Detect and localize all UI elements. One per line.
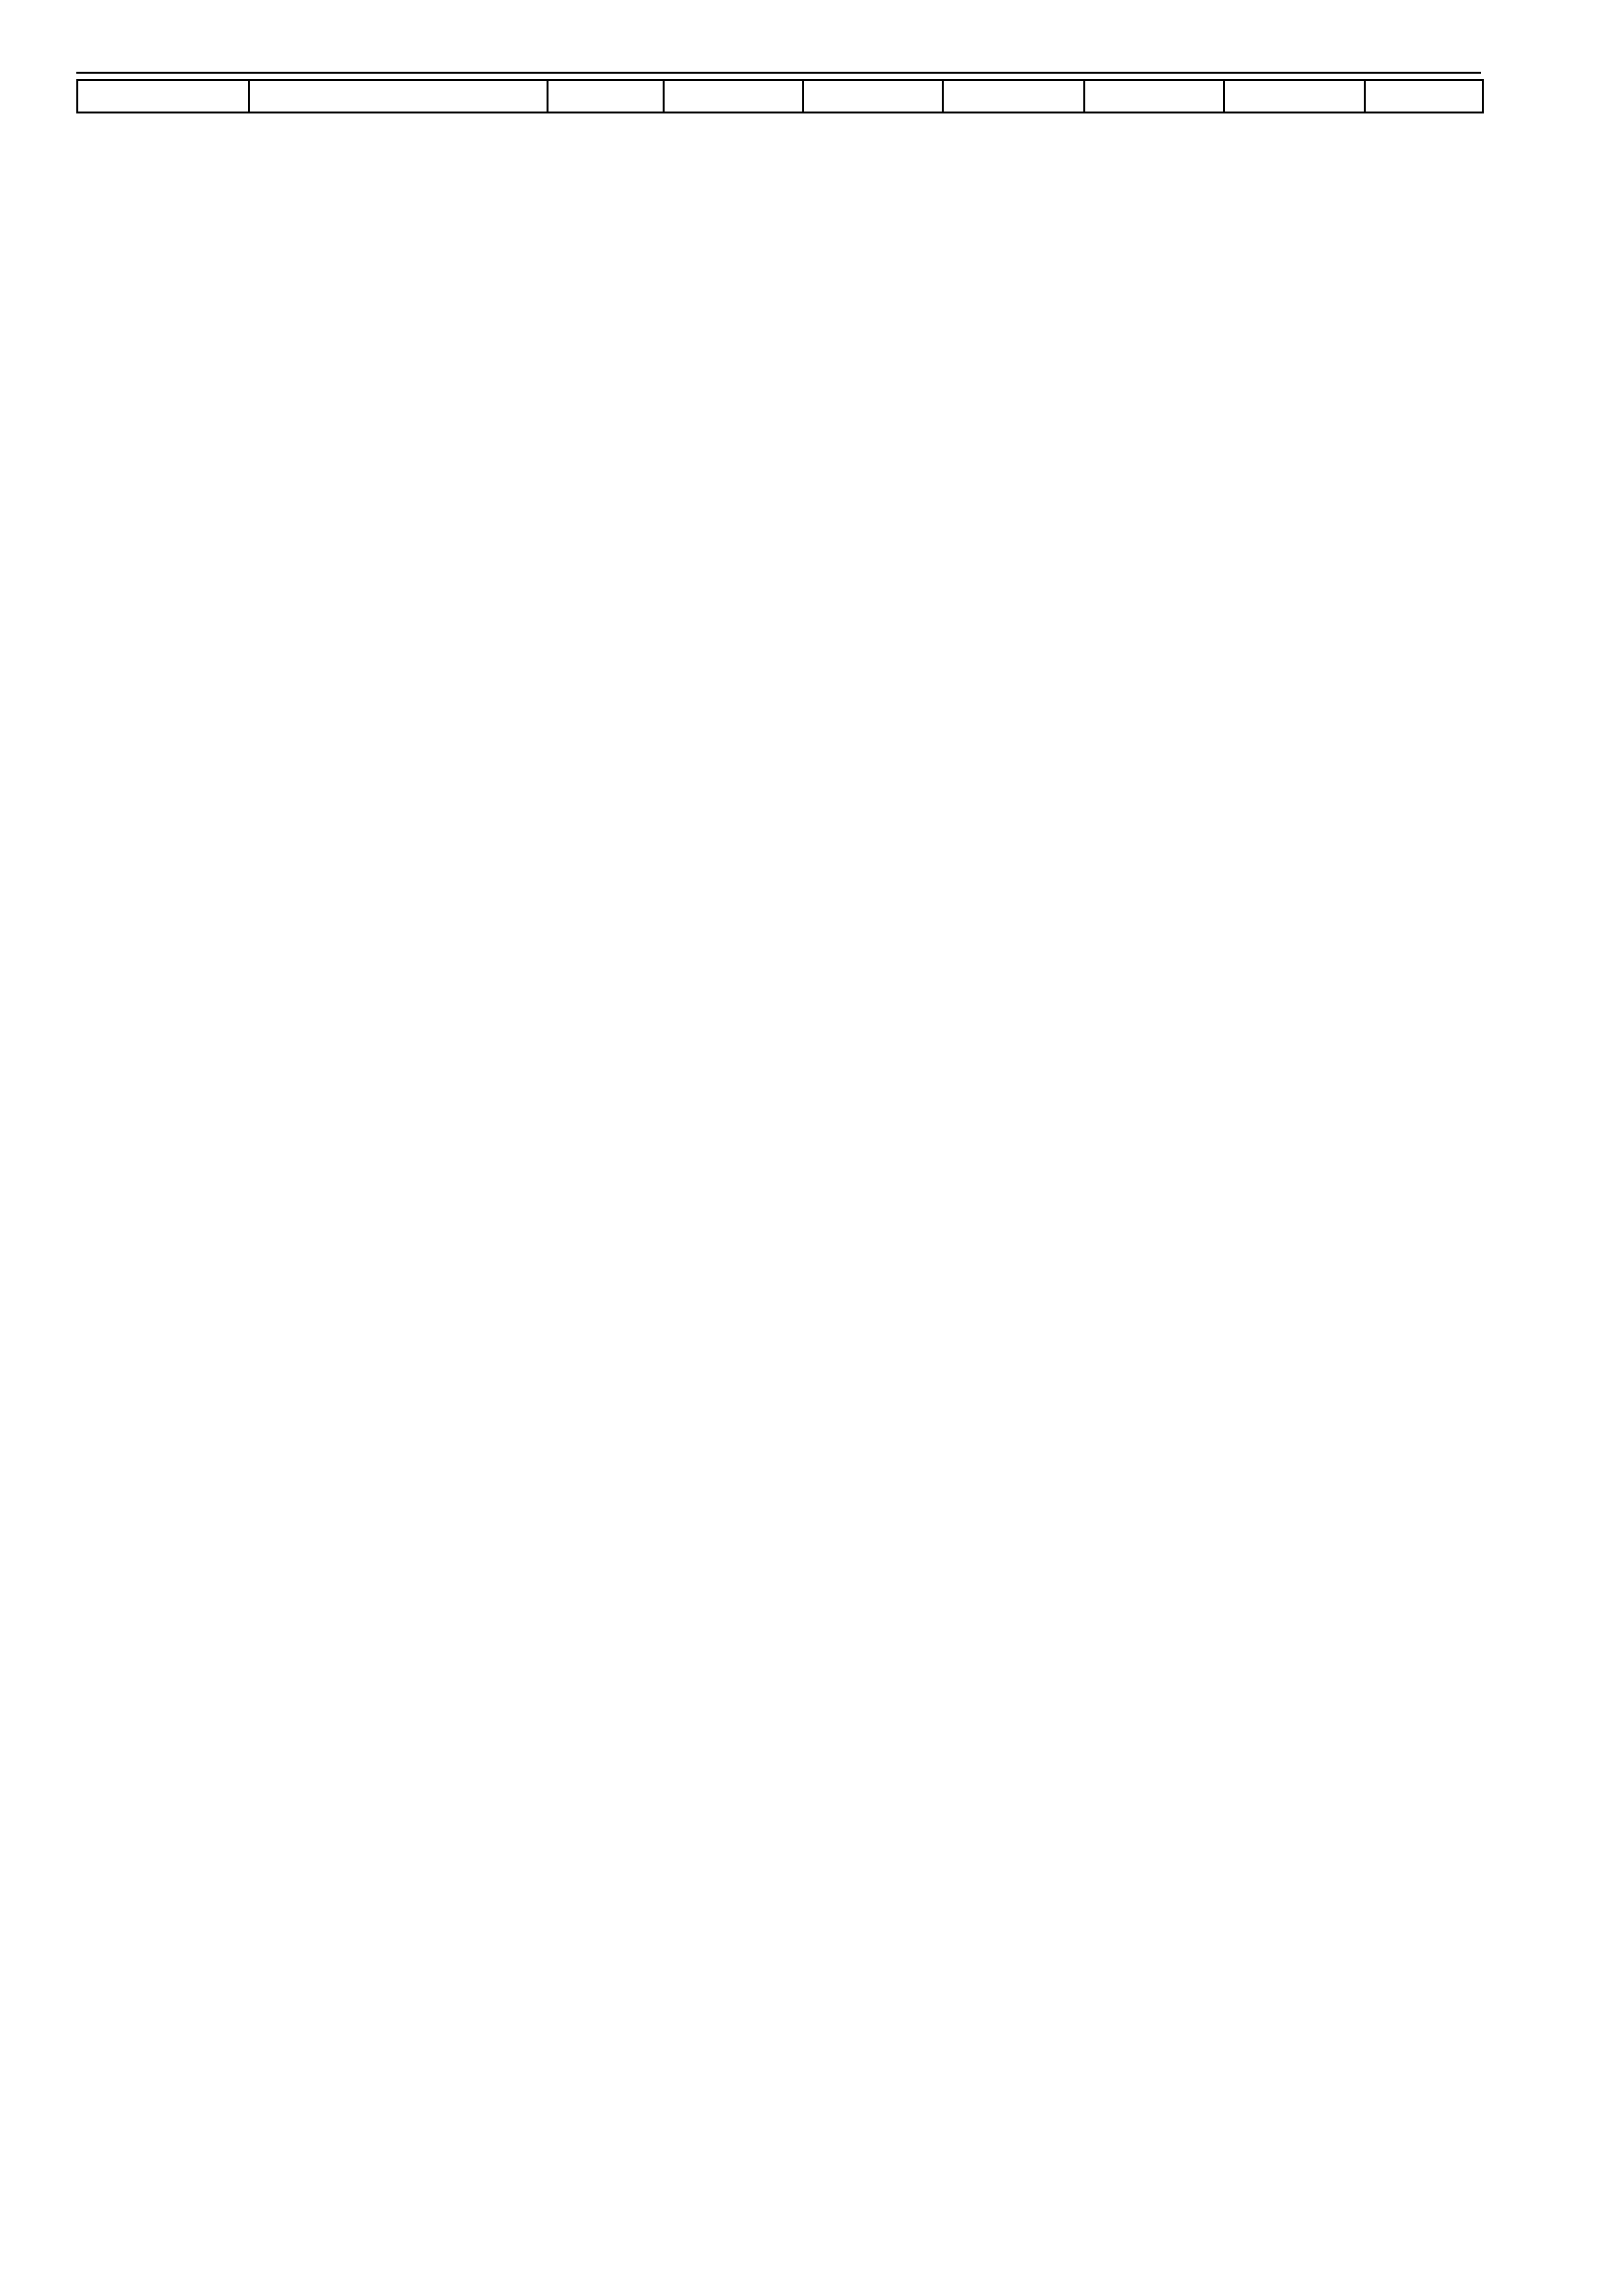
column-number: [548, 80, 664, 113]
column-number: [943, 80, 1085, 113]
rates-table-body: [78, 80, 1483, 113]
column-number: [1224, 80, 1365, 113]
column-number: [664, 80, 804, 113]
column-numbers-row: [78, 80, 1483, 113]
header-rule: [76, 72, 1481, 74]
column-number: [78, 80, 249, 113]
column-number: [249, 80, 548, 113]
column-number: [1365, 80, 1483, 113]
column-number: [1085, 80, 1224, 113]
rates-table: [76, 79, 1484, 113]
column-number: [804, 80, 943, 113]
